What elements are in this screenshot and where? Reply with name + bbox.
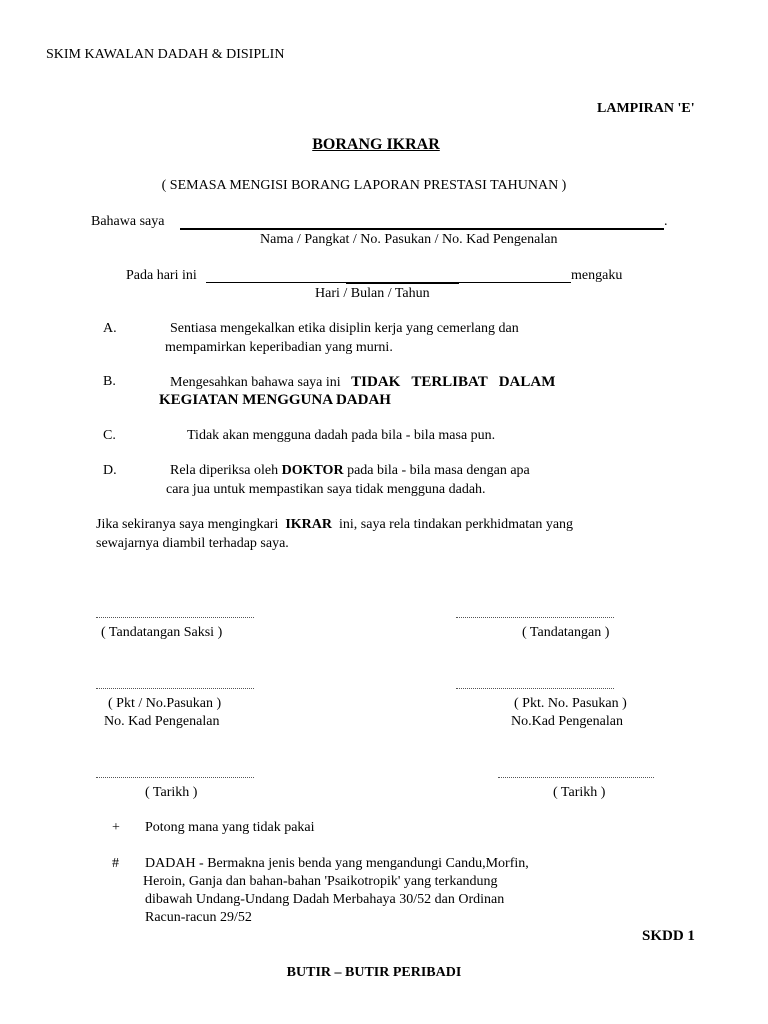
item-b-line1	[170, 374, 555, 391]
clause-line1	[96, 517, 573, 533]
note-hash-line4: Racun-racun 29/52	[145, 910, 252, 925]
item-d-line1	[170, 463, 530, 479]
item-c-line1: Tidak akan mengguna dadah pada bila - bila masa pun.	[187, 428, 496, 443]
witness-rank-caption: ( Pkt / No.Pasukan )	[108, 696, 222, 711]
clause-pre: Jika sekiranya saya mengingkari	[96, 517, 279, 532]
own-date-caption: ( Tarikh )	[553, 785, 606, 800]
item-d-line2: cara jua untuk mempastikan saya tidak mengguna dadah.	[166, 482, 486, 497]
item-d-label: D.	[103, 463, 117, 478]
item-c-label: C.	[103, 428, 116, 443]
item-d-post: pada bila - bila masa dengan apa	[347, 463, 530, 478]
note-hash-line1: DADAH - Bermakna jenis benda yang mengandungi Candu,Morfin,	[145, 856, 529, 871]
appendix-label: LAMPIRAN 'E'	[597, 101, 695, 116]
item-a-line2: mempamirkan keperibadian yang murni.	[165, 340, 393, 355]
item-b-line1-text: Mengesahkan bahawa saya ini	[170, 375, 341, 390]
scheme-title: SKIM KAWALAN DADAH & DISIPLIN	[46, 47, 285, 62]
clause-emphasis: IKRAR	[285, 517, 332, 532]
witness-date-caption: ( Tarikh )	[145, 785, 198, 800]
name-fill-line[interactable]	[180, 228, 664, 230]
clause-line2: sewajarnya diambil terhadap saya.	[96, 536, 289, 551]
form-title: BORANG IKRAR	[312, 136, 440, 153]
item-b-emphasis: TIDAK TERLIBAT DALAM	[351, 374, 556, 390]
day-fill-line[interactable]	[206, 282, 346, 283]
note-hash-line2: Heroin, Ganja dan bahan-bahan 'Psaikotropik' yang terkandung	[143, 874, 498, 889]
clause-post: ini, saya rela tindakan perkhidmatan yang	[339, 517, 574, 532]
bahawa-end-dot: .	[664, 214, 668, 229]
note-plus-mark: +	[112, 820, 120, 835]
bahawa-saya-label: Bahawa saya	[91, 214, 165, 229]
pada-hari-ini-label: Pada hari ini	[126, 268, 197, 283]
personal-details-title: BUTIR – BUTIR PERIBADI	[286, 965, 462, 980]
witness-date-line[interactable]	[96, 777, 254, 778]
month-fill-line[interactable]	[346, 282, 459, 284]
item-d-pre: Rela diperiksa oleh	[170, 463, 279, 478]
item-b-line2: KEGIATAN MENGGUNA DADAH	[159, 392, 391, 408]
item-a-line1: Sentiasa mengekalkan etika disiplin kerja yang cemerlang dan	[170, 321, 519, 336]
name-caption: Nama / Pangkat / No. Pasukan / No. Kad Pengenalan	[260, 232, 558, 247]
mengaku-label: mengaku	[571, 268, 623, 283]
note-hash-mark: #	[112, 856, 119, 871]
own-signature-caption: ( Tandatangan )	[522, 625, 610, 640]
witness-rank-line[interactable]	[96, 688, 254, 689]
year-fill-line[interactable]	[459, 282, 571, 283]
item-d-emphasis: DOKTOR	[281, 463, 344, 478]
note-plus-text: Potong mana yang tidak pakai	[145, 820, 315, 835]
own-rank-caption: ( Pkt. No. Pasukan )	[514, 696, 627, 711]
date-caption: Hari / Bulan / Tahun	[315, 286, 430, 301]
own-date-line[interactable]	[498, 777, 654, 778]
own-rank-line[interactable]	[456, 688, 614, 689]
form-code: SKDD 1	[642, 928, 695, 944]
note-hash-line3: dibawah Undang-Undang Dadah Merbahaya 30/52 dan Ordinan	[145, 892, 505, 907]
item-b-label: B.	[103, 374, 116, 389]
item-a-label: A.	[103, 321, 117, 336]
witness-signature-caption: ( Tandatangan Saksi )	[101, 625, 223, 640]
witness-ic-caption: No. Kad Pengenalan	[104, 714, 220, 729]
witness-signature-line[interactable]	[96, 617, 254, 618]
form-subtitle: ( SEMASA MENGISI BORANG LAPORAN PRESTASI TAHUNAN )	[161, 178, 567, 193]
own-ic-caption: No.Kad Pengenalan	[511, 714, 623, 729]
own-signature-line[interactable]	[456, 617, 614, 618]
